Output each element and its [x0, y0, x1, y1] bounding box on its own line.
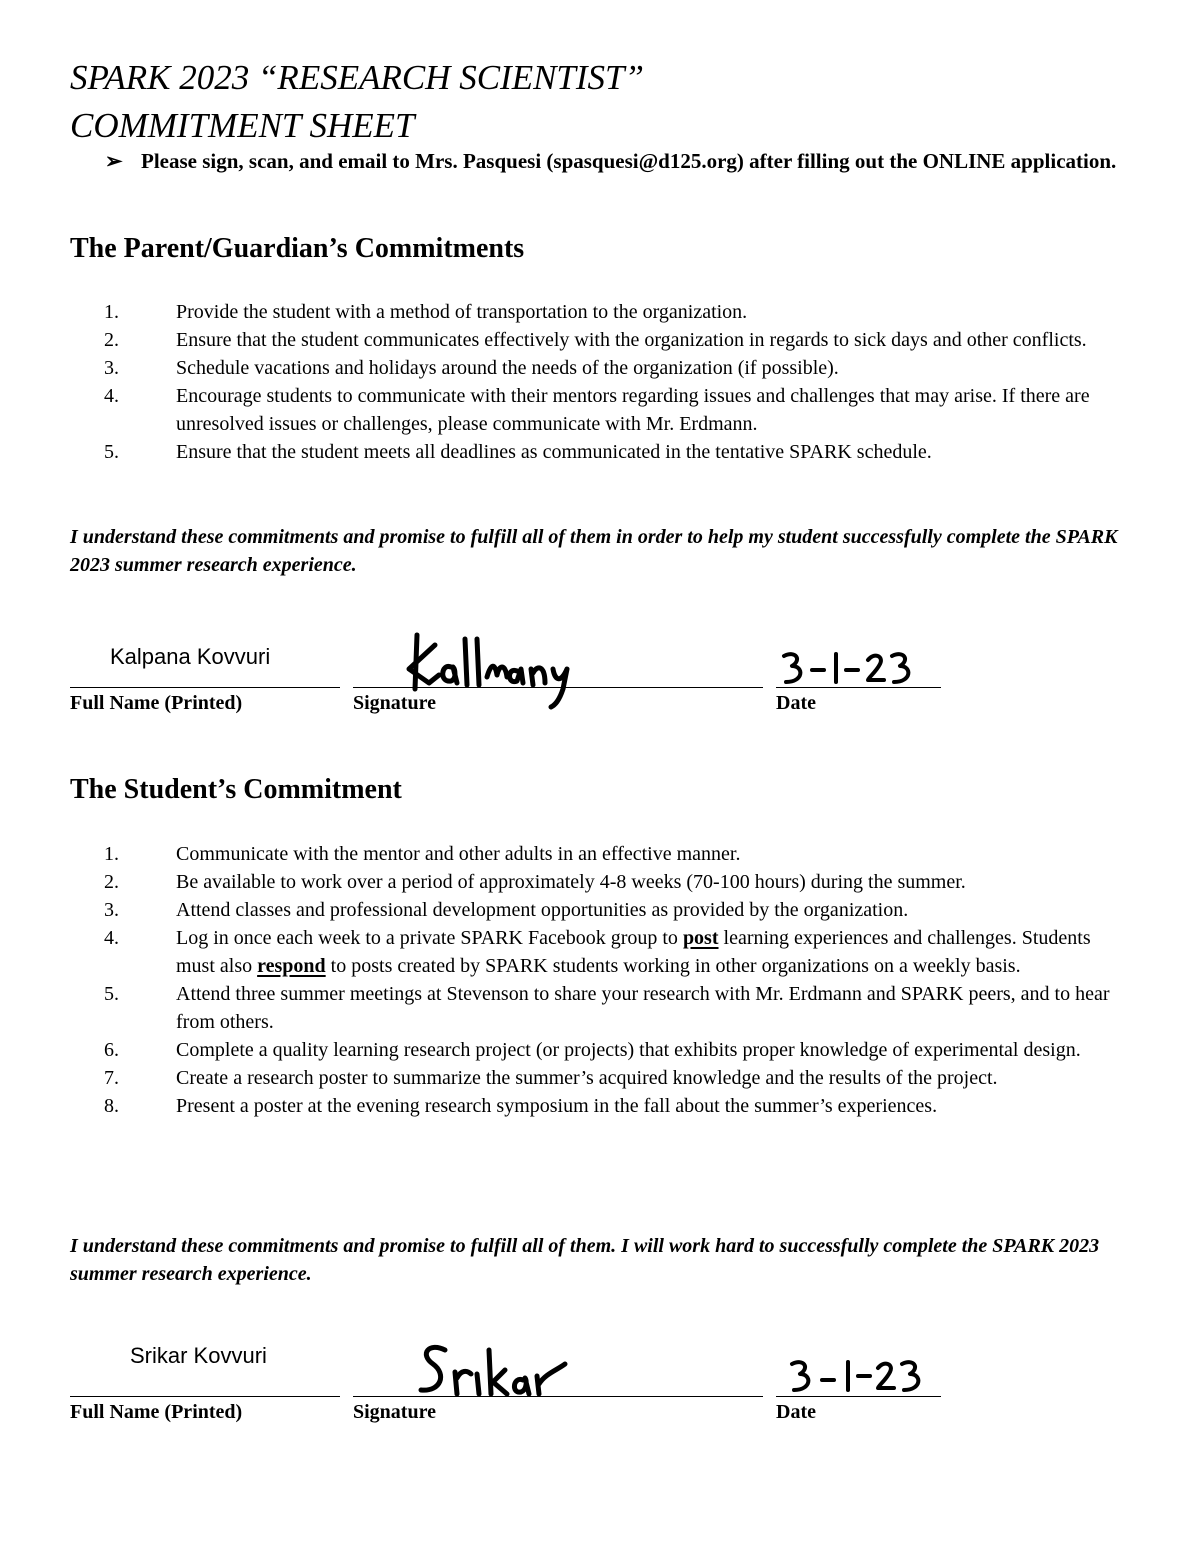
student-date-label: Date: [776, 1401, 816, 1423]
student-name-label: Full Name (Printed): [70, 1401, 243, 1423]
item-text: Ensure that the student meets all deadlines as communicated in the tentative SPARK schedule.: [176, 441, 932, 463]
item-text: Present a poster at the evening research symposium in the fall about the summer’s experiences.: [176, 1095, 938, 1117]
submission-instruction: [105, 147, 1135, 176]
item-number: 7.: [104, 1067, 119, 1089]
list-item: [104, 980, 1114, 1036]
item-number: 3.: [104, 357, 119, 379]
parent-date-label: Date: [776, 692, 816, 714]
parent-pledge: I understand these commitments and promise to fulfill all of them in order to help my student successfully complete the SPARK 2023 summer research experience.: [70, 526, 1118, 576]
student-signature-label: Signature: [353, 1401, 436, 1423]
post-emphasis: post: [682, 927, 719, 949]
student-date-line: [776, 1396, 941, 1397]
item-text: Complete a quality learning research project (or projects) that exhibits proper knowledge of experimental design.: [176, 1039, 1081, 1061]
list-item: [104, 382, 1114, 438]
item-number: 6.: [104, 1039, 119, 1061]
student-commitment-heading: The Student’s Commitment: [70, 774, 402, 805]
item-number: 5.: [104, 441, 119, 463]
parent-signature-label: Signature: [353, 692, 436, 714]
item-number: 2.: [104, 329, 119, 351]
item-text: Communicate with the mentor and other adults in an effective manner.: [176, 843, 741, 865]
list-item: [104, 896, 1114, 924]
document-title-line-1: SPARK 2023 “RESEARCH SCIENTIST”: [70, 58, 644, 97]
student-signature-line: [353, 1396, 763, 1397]
arrow-bullet-icon: ➢: [105, 149, 123, 173]
item-text: Schedule vacations and holidays around the needs of the organization (if possible).: [176, 357, 839, 379]
list-item: [104, 354, 1114, 382]
item-text: Attend three summer meetings at Stevenson to share your research with Mr. Erdmann and SPARK peers, and to hear from others.: [176, 983, 1110, 1033]
list-item: [104, 924, 1114, 980]
list-item: [104, 298, 1114, 326]
student-commitment-list: [104, 840, 1114, 1120]
document-title-line-2: COMMITMENT SHEET: [70, 106, 415, 145]
item-text: Provide the student with a method of transportation to the organization.: [176, 301, 748, 323]
item-number: 2.: [104, 871, 119, 893]
item-text: Create a research poster to summarize the summer’s acquired knowledge and the results of the project.: [176, 1067, 998, 1089]
parent-date-handwritten: [778, 648, 918, 690]
instruction-text: Please sign, scan, and email to Mrs. Pasquesi (spasquesi@d125.org) after filling out the ONLINE application.: [141, 149, 1117, 173]
student-pledge: I understand these commitments and promise to fulfill all of them. I will work hard to successfully complete the SPARK 2023 summer research experience.: [70, 1235, 1100, 1285]
student-signature: [415, 1340, 575, 1400]
parent-commitments-heading: The Parent/Guardian’s Commitments: [70, 233, 525, 264]
item-text: Encourage students to communicate with their mentors regarding issues and challenges that may arise. If there are unresolved issues or challenges, please communicate with Mr. Erdmann.: [176, 385, 1090, 435]
parent-commitments-list: [104, 298, 1114, 466]
parent-signature-line: [353, 687, 763, 688]
item-number: 8.: [104, 1095, 119, 1117]
student-printed-name: Srikar Kovvuri: [130, 1343, 267, 1368]
parent-date-line: [776, 687, 941, 688]
item-text: Attend classes and professional development opportunities as provided by the organization.: [176, 899, 909, 921]
student-name-line: [70, 1396, 340, 1397]
item-text: Log in once each week to a private SPARK Facebook group to post learning experiences and challenges. Students must also respond to posts created by SPARK students working in other organizations on a weekly basis.: [176, 927, 1091, 977]
parent-name-line: [70, 687, 340, 688]
parent-printed-name: Kalpana Kovvuri: [110, 644, 271, 669]
item-number: 1.: [104, 843, 119, 865]
list-item: [104, 326, 1114, 354]
item-text: Be available to work over a period of approximately 4-8 weeks (70-100 hours) during the summer.: [176, 871, 966, 893]
list-item: [104, 1064, 1114, 1092]
list-item: [104, 868, 1114, 896]
item-number: 5.: [104, 983, 119, 1005]
list-item: [104, 438, 1114, 466]
parent-name-label: Full Name (Printed): [70, 692, 243, 714]
respond-emphasis: respond: [257, 955, 326, 977]
item-number: 4.: [104, 385, 119, 407]
student-date-handwritten: [786, 1356, 926, 1398]
list-item: [104, 840, 1114, 868]
item-number: 3.: [104, 899, 119, 921]
item-number: 1.: [104, 301, 119, 323]
item-number: 4.: [104, 927, 119, 949]
list-item: [104, 1036, 1114, 1064]
list-item: [104, 1092, 1114, 1120]
item-text: Ensure that the student communicates effectively with the organization in regards to sick days and other conflicts.: [176, 329, 1087, 351]
